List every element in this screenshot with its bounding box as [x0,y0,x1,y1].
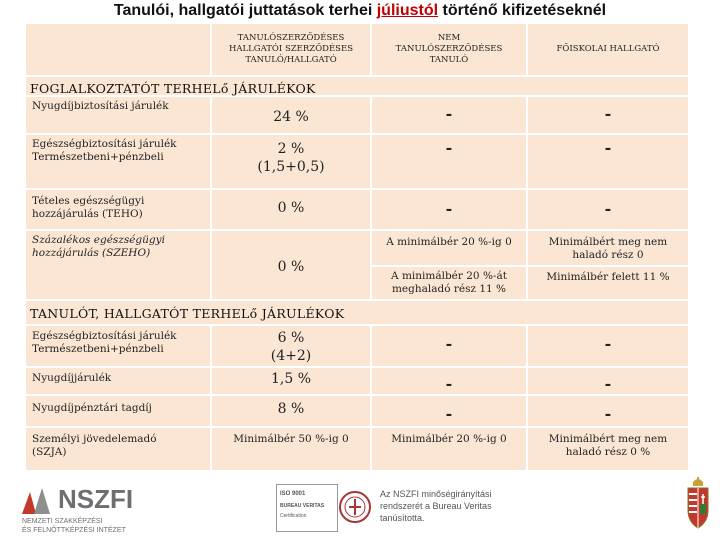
nszfi-logo-text: NSZFI [58,484,134,514]
hungarian-coat-of-arms-icon [684,476,712,534]
row-szeho-label: Százalékos egészségügyi hozzájárulás (SZEHO) [32,234,165,259]
row-pension-contribution-value: 1,5 % [270,371,312,387]
footer [0,470,720,540]
row-szeho-col2-top: A minimálbér 20 %-ig 0 [386,236,512,248]
row-income-tax-label: Személyi jövedelemadó (SZJA) [32,433,157,458]
row-szeho-col3-top: Minimálbért meg nem haladó rész 0 [548,236,668,261]
header-contract-student: TANULÓSZERZŐDÉSES HALLGATÓI SZERZŐDÉSES TANULÓ/HALLGATÓ [228,33,354,65]
row-pension-fund-label: Nyugdíjpénztári tagdíj [32,402,152,414]
row-teho-col2: - [445,199,453,218]
row-szeho-col3-bottom: Minimálbér felett 11 % [546,271,670,283]
row-health-insurance-col2: - [445,138,453,157]
row-pension-contribution-col2: - [445,374,453,393]
nszfi-logo-sub2: ÉS FELNŐTTKÉPZÉSI INTÉZET [22,527,126,534]
nszfi-logo [20,484,170,534]
row-szeho-col2-bottom: A minimálbér 20 %-át meghaladó rész 11 % [391,270,507,295]
row-pension-fund-col2: - [445,404,453,423]
row-income-tax-col2: Minimálbér 20 %-ig 0 [391,433,507,445]
row-student-health-label: Egészségbiztosítási járulék Természetbeni+pénzbeli [32,330,177,355]
row-szeho-value: 0 % [277,259,305,275]
iso-cert-badge: ISO 9001 BUREAU VERITAS Certification [276,484,338,532]
page-title: Tanulói, hallgatói juttatások terhei júliustól történő kifizetéseknél [113,2,607,19]
row-teho-col3: - [604,199,612,218]
row-pension-contribution-col3: - [604,374,612,393]
row-student-health-col3: - [604,334,612,353]
row-teho-label: Tételes egészségügyi hozzájárulás (TEHO) [32,195,145,220]
bureau-veritas-seal-icon [338,485,372,529]
row-income-tax-col1: Minimálbér 50 %-ig 0 [233,433,349,445]
row-health-insurance-col3: - [604,138,612,157]
row-income-tax-col3: Minimálbért meg nem haladó rész 0 % [548,433,668,458]
row-health-insurance-label: Egészségbiztosítási járulék Természetbeni+pénzbeli [32,138,177,163]
row-pension-insurance-label: Nyugdíjbiztosítási járulék [32,100,169,112]
section-student: TANULÓT, HALLGATÓT TERHELő JÁRULÉKOK [26,301,688,324]
row-student-health-value: 6 % (4+2) [270,330,312,364]
contributions-table [26,24,688,470]
nszfi-logo-sub1: NEMZETI SZAKKÉPZÉSI [22,518,103,525]
row-teho-value: 0 % [277,200,305,216]
nszfi-logo-icon [20,486,54,516]
row-pension-insurance-col2: - [445,104,453,123]
title-highlight: júliustól [376,2,439,19]
header-college-student: FŐISKOLAI HALLGATÓ [556,44,660,54]
section-employer: FOGLALKOZTATÓT TERHELő JÁRULÉKOK [26,77,688,95]
row-pension-contribution-label: Nyugdíjjárulék [32,372,112,384]
row-health-insurance-value: 2 % (1,5+0,5) [257,141,325,175]
header-non-contract-student: NEM TANULÓSZERZŐDÉSES TANULÓ [395,33,503,65]
row-pension-insurance-col3: - [604,104,612,123]
row-pension-fund-col3: - [604,404,612,423]
row-pension-insurance-value: 24 % [273,109,309,125]
row-student-health-col2: - [445,334,453,353]
row-pension-fund-value: 8 % [277,401,305,417]
cert-text: Az NSZFI minőségirányítási rendszerét a Bureau Veritas tanúsította. [380,489,492,523]
